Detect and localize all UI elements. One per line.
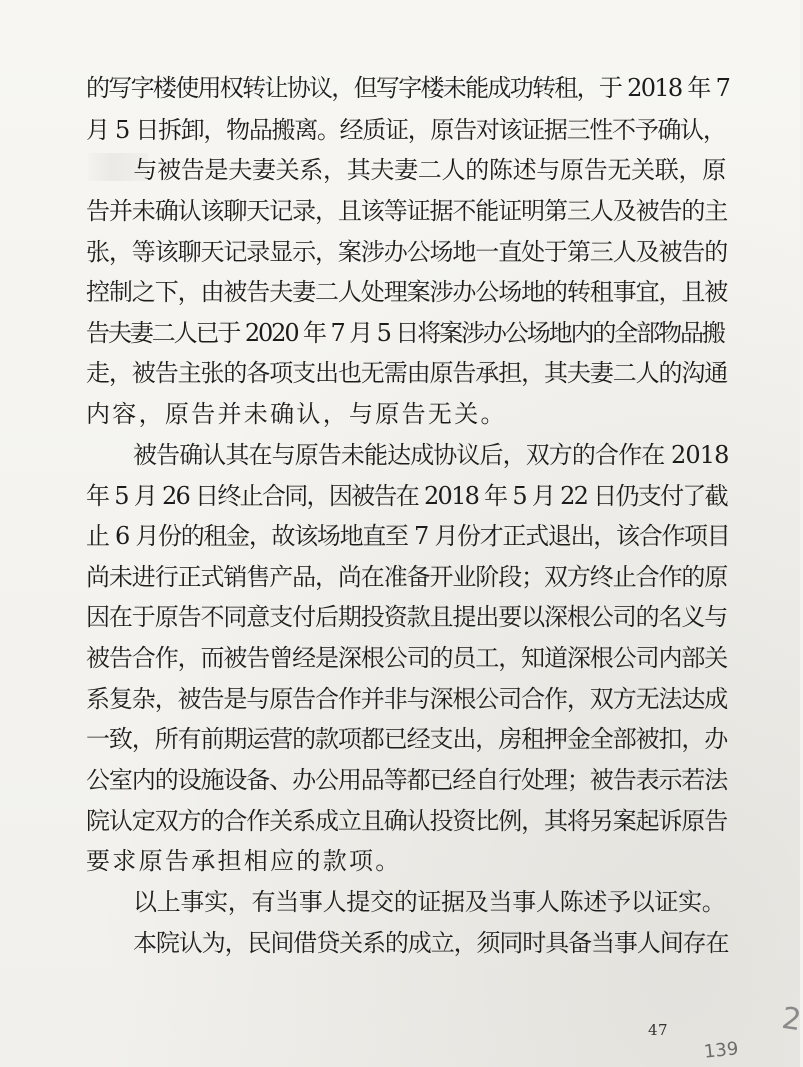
text-line-4: 告并未确认该聊天记录，且该等证据不能证明第三人及被告的主 xyxy=(86,197,728,225)
text-line-22: 本院认为，民间借贷关系的成立，须同时具备当事人间存在 xyxy=(133,929,729,957)
text-line-9: 内容，原告并未确认，与原告无关。 xyxy=(86,400,507,428)
text-line-13: 尚未进行正式销售产品，尚在准备开业阶段；双方终止合作的原 xyxy=(86,563,728,591)
text-line-3: 与被告是夫妻关系，其夫妻二人的陈述与原告无关联，原 xyxy=(86,156,726,184)
text-line-15: 被告合作，而被告曾经是深根公司的员工，知道深根公司内部关 xyxy=(86,644,728,672)
text-line-18: 公室内的设施设备、办公用品等都已经自行处理；被告表示若法 xyxy=(86,766,728,794)
text-line-11: 年 5 月 26 日终止合同，因被告在 2018 年 5 月 22 日仍支付了截 xyxy=(86,482,727,510)
text-line-12: 止 6 月份的租金，故该场地直至 7 月份才正式退出，该合作项目 xyxy=(86,522,730,550)
text-line-17: 一致，所有前期运营的款项都已经支出，房租押金全部被扣，办 xyxy=(86,725,728,753)
text-line-6: 控制之下，由被告夫妻二人处理案涉办公场地的转租事宜，且被 xyxy=(86,278,728,306)
text-line-19: 院认定双方的合作关系成立且确认投资比例，其将另案起诉原告 xyxy=(86,807,728,835)
text-line-7: 告夫妻二人已于 2020 年 7 月 5 日将案涉办公场地内的全部物品搬 xyxy=(86,319,724,347)
handwritten-note: 139 xyxy=(702,1038,740,1063)
page-number: 47 xyxy=(648,1021,669,1039)
text-line-1: 的写字楼使用权转让协议，但写字楼未能成功转租，于 2018 年 7 xyxy=(86,74,730,102)
corner-mark: 2 xyxy=(779,1000,803,1039)
text-line-21: 以上事实，有当事人提交的证据及当事人陈述予以证实。 xyxy=(133,888,726,916)
text-line-2: 月 5 日拆卸，物品搬离。经质证，原告对该证据三性不予确认， xyxy=(86,116,726,144)
text-line-10: 被告确认其在与原告未能达成协议后，双方的合作在 2018 xyxy=(133,441,729,469)
text-line-5: 张，等该聊天记录显示，案涉办公场地一直处于第三人及被告的 xyxy=(86,238,728,266)
text-line-16: 系复杂，被告是与原告合作并非与深根公司合作，双方无法达成 xyxy=(86,685,728,713)
text-line-20: 要求原告承担相应的款项。 xyxy=(86,847,402,875)
text-line-14: 因在于原告不同意支付后期投资款且提出要以深根公司的名义与 xyxy=(86,603,728,631)
text-line-8: 走，被告主张的各项支出也无需由原告承担，其夫妻二人的沟通 xyxy=(86,359,728,387)
